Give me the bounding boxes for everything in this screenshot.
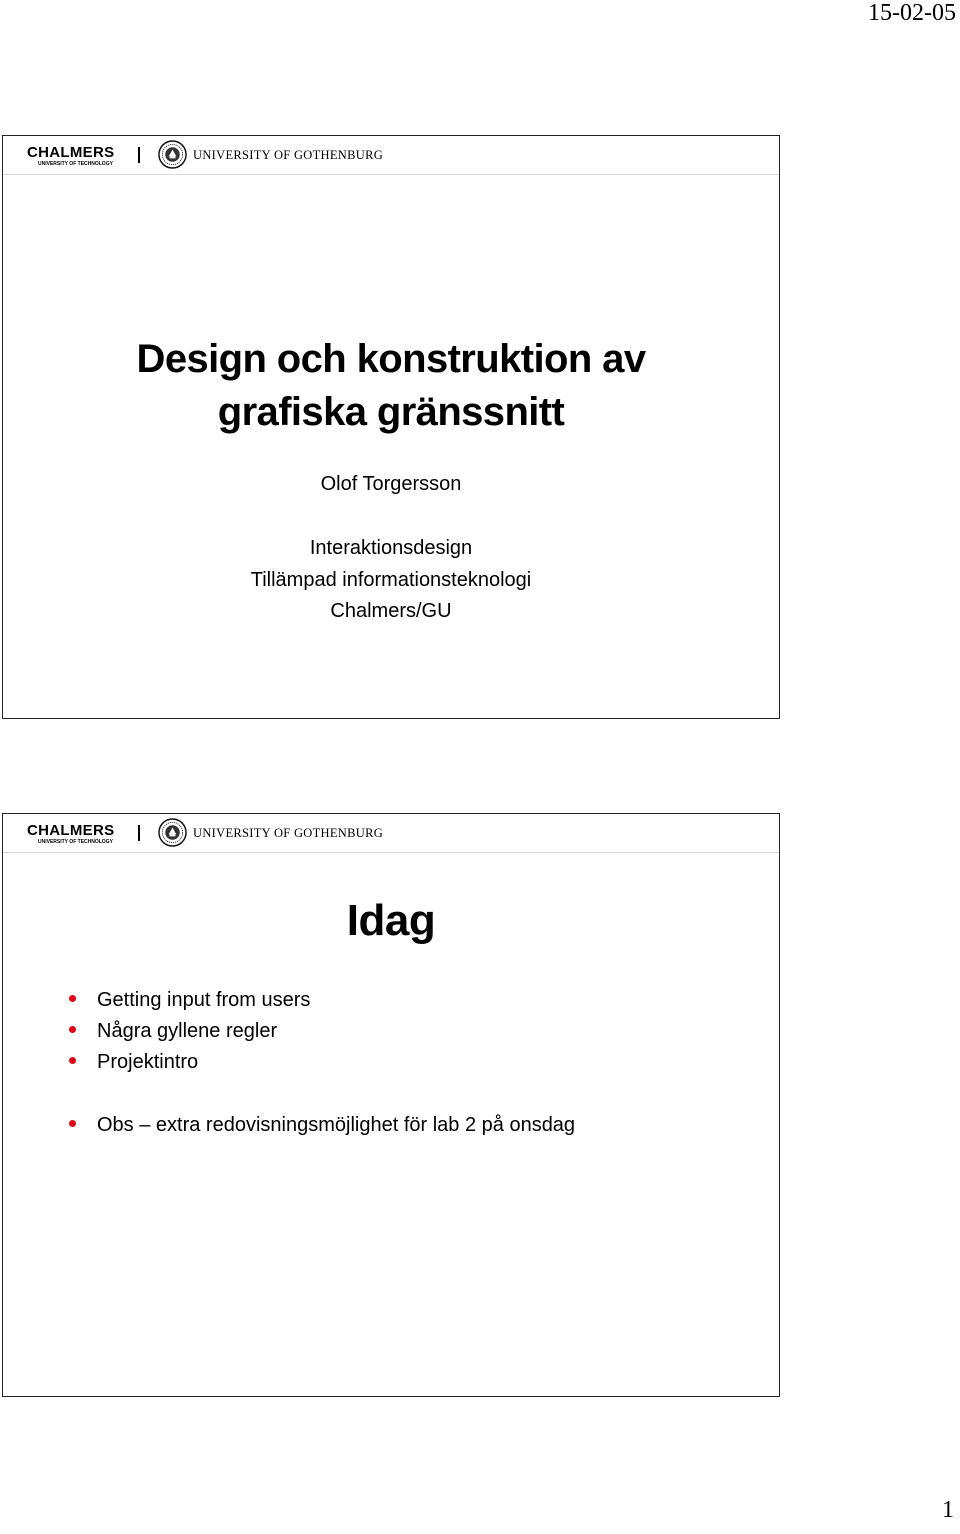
chalmers-logo <box>27 823 127 846</box>
gu-name: UNIVERSITY OF GOTHENBURG <box>193 148 384 162</box>
gu-seal-icon <box>158 140 187 169</box>
slide-title: Idag <box>346 896 436 945</box>
author: Olof Torgersson <box>320 473 462 495</box>
slide-header <box>3 814 779 853</box>
page-date: 15-02-05 <box>868 0 956 26</box>
slide-title <box>3 333 779 439</box>
page-number: 1 <box>942 1497 954 1523</box>
affiliation-line: Interaktionsdesign <box>309 537 473 559</box>
affiliation-line: Tillämpad informationsteknologi <box>250 568 532 591</box>
slide-1 <box>2 135 780 719</box>
bullet-text: Några gyllene regler <box>97 1020 278 1042</box>
logo-divider <box>138 147 140 163</box>
slide-2 <box>2 813 780 1397</box>
slide-title-line: grafiska gränssnitt <box>217 390 565 434</box>
gu-name: UNIVERSITY OF GOTHENBURG <box>193 826 384 840</box>
chalmers-subtitle: UNIVERSITY OF TECHNOLOGY <box>38 839 113 845</box>
chalmers-name: CHALMERS <box>27 144 115 161</box>
bullet-icon <box>69 1120 76 1127</box>
bullet-text: Obs – extra redovisningsmöjlighet för lab 2 på onsdag <box>97 1114 576 1136</box>
chalmers-logo <box>27 145 127 168</box>
bullet-icon <box>69 1057 76 1064</box>
chalmers-name: CHALMERS <box>27 822 115 839</box>
bullet-text: Projektintro <box>97 1051 199 1073</box>
slide-title-line: Design och konstruktion av <box>136 337 646 381</box>
gu-seal-icon <box>158 818 187 847</box>
bullet-text: Getting input from users <box>97 989 311 1011</box>
affiliation-line: Chalmers/GU <box>330 600 452 622</box>
logo-divider <box>138 825 140 841</box>
bullet-icon <box>69 1026 76 1033</box>
chalmers-subtitle: UNIVERSITY OF TECHNOLOGY <box>38 161 113 167</box>
slide-header <box>3 136 779 175</box>
affiliation <box>3 533 779 628</box>
bullet-icon <box>69 995 76 1002</box>
